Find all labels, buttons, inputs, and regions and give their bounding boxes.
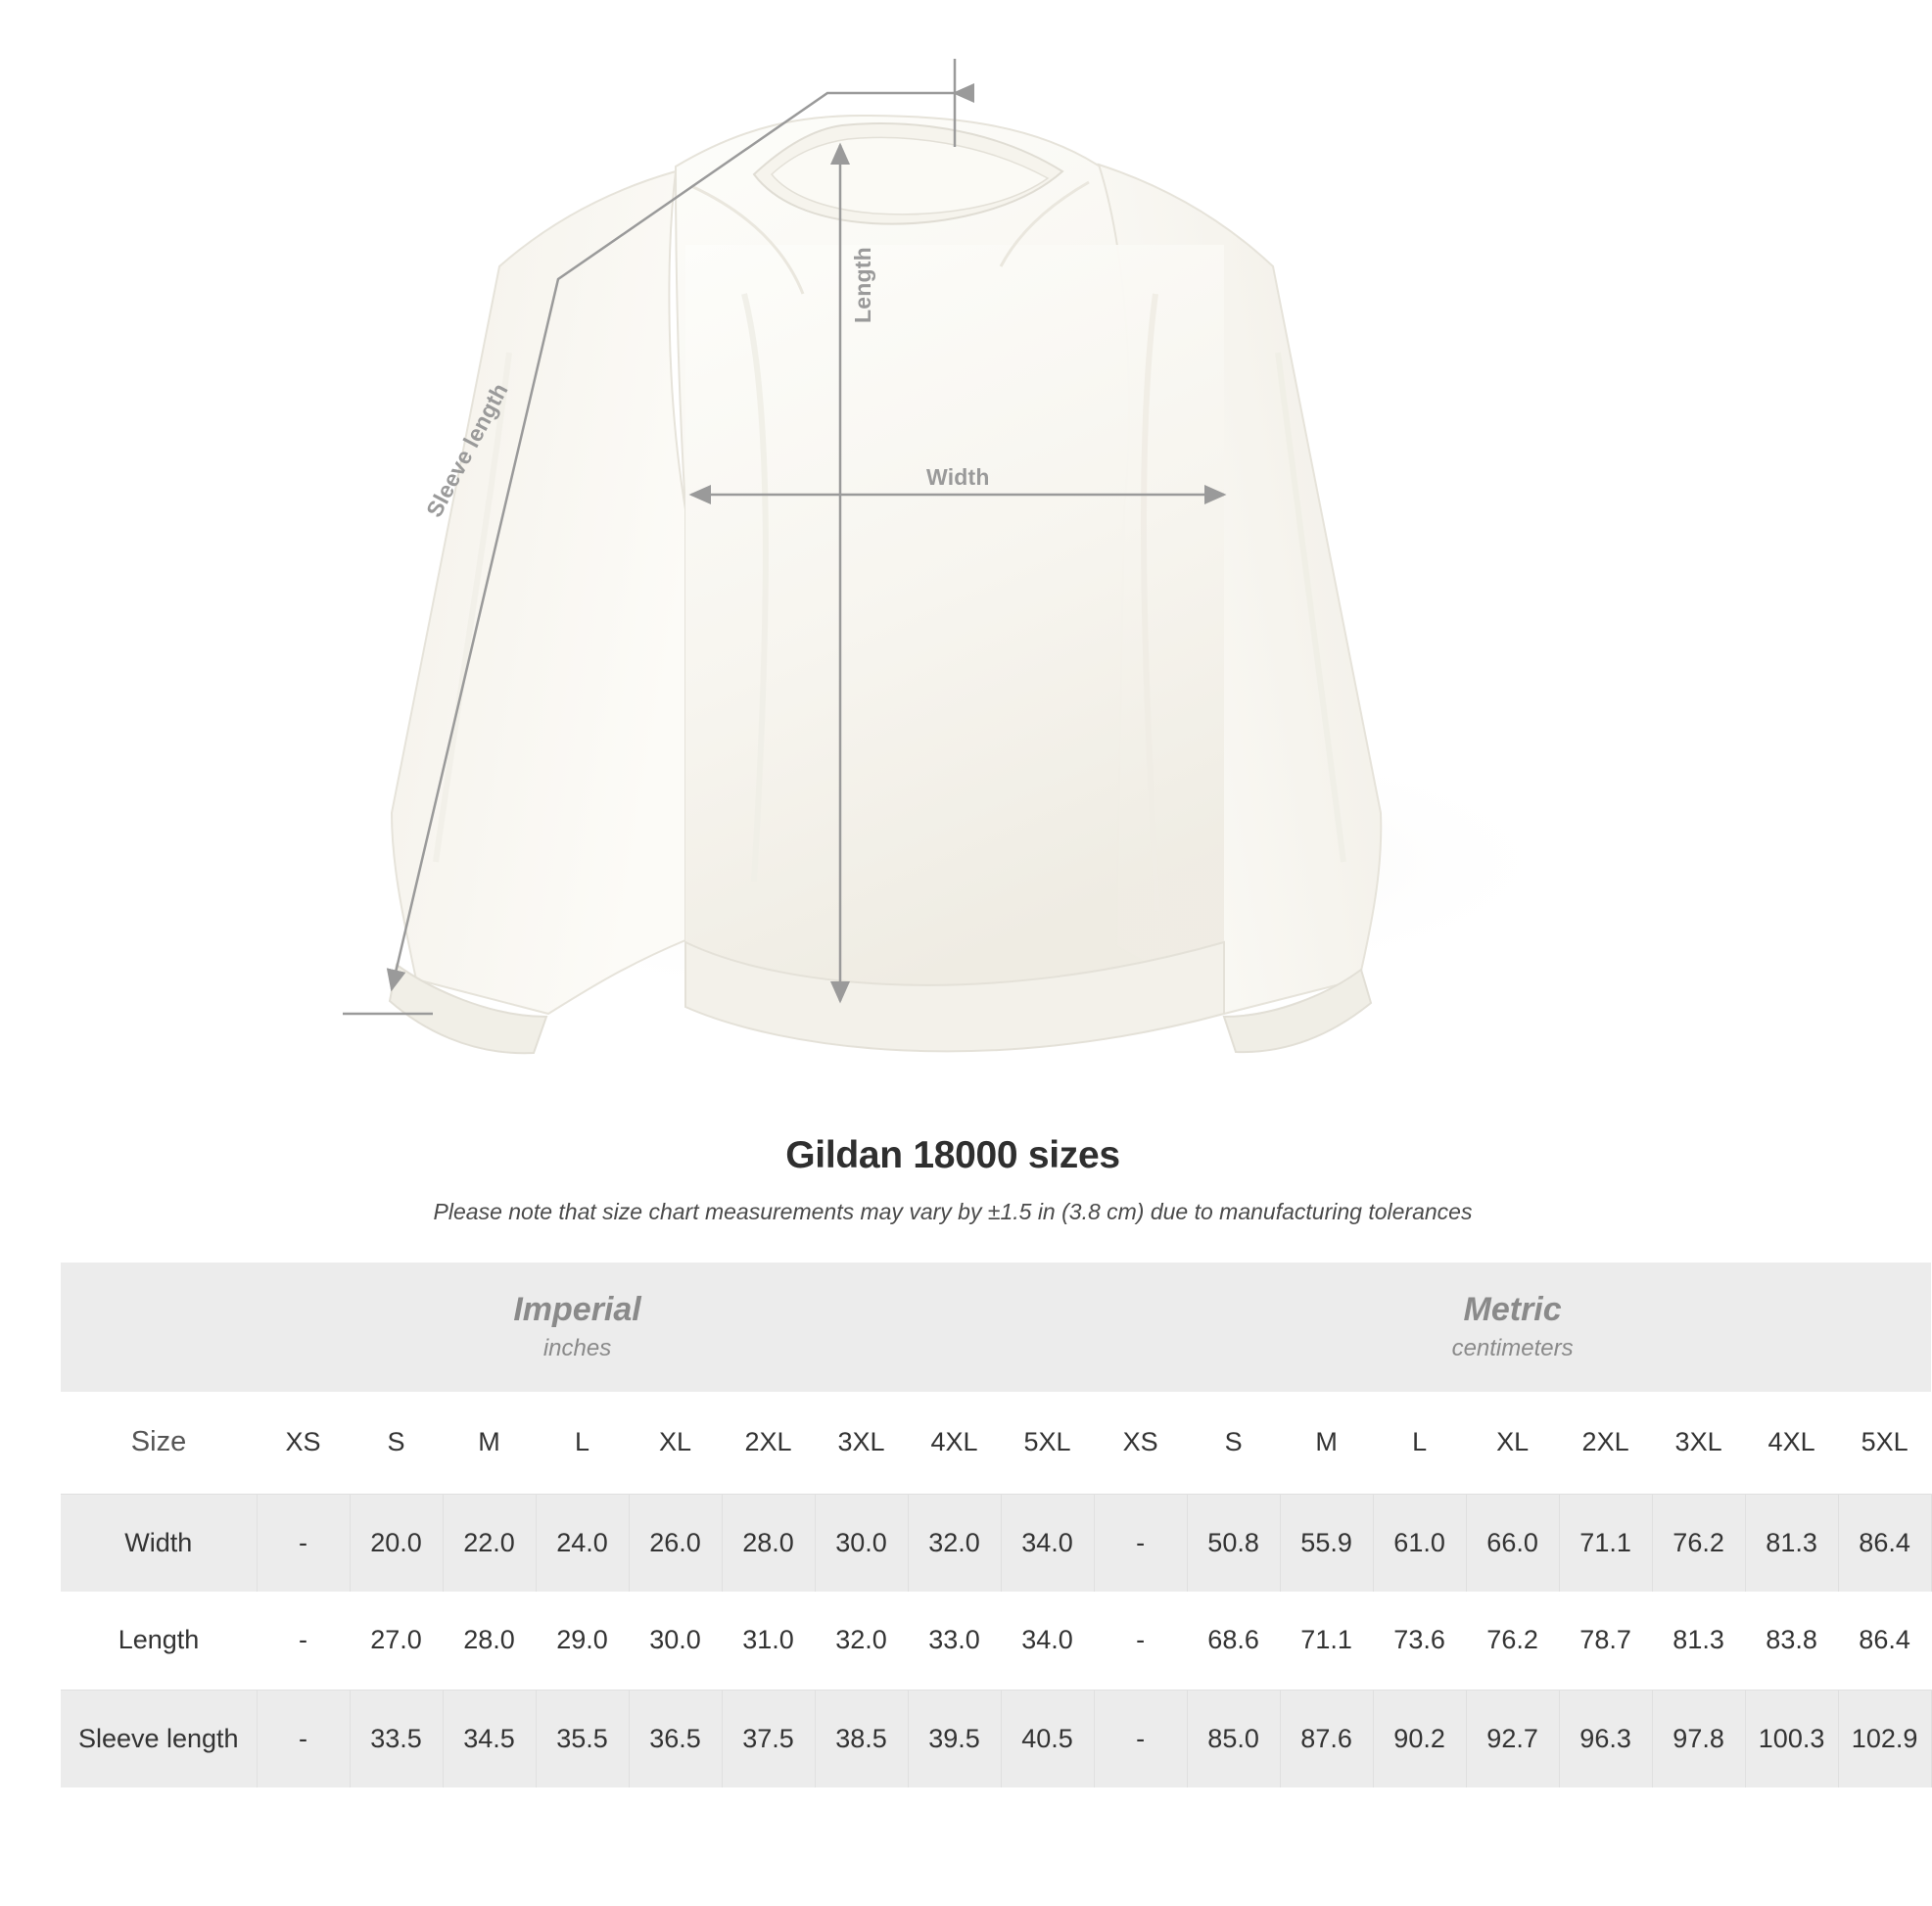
cell-sleeve-met-xs: - <box>1094 1690 1187 1787</box>
cell-width-imp-l: 24.0 <box>536 1494 629 1592</box>
cell-width-imp-xs: - <box>257 1494 350 1592</box>
cell-sleeve-imp-5xl: 40.5 <box>1001 1690 1094 1787</box>
header-metric-s: S <box>1187 1392 1280 1494</box>
header-metric-2xl: 2XL <box>1559 1392 1652 1494</box>
page-title: Gildan 18000 sizes <box>785 1134 1120 1176</box>
cell-sleeve-imp-xl: 36.5 <box>629 1690 722 1787</box>
cell-length-met-xs: - <box>1094 1592 1187 1690</box>
header-metric-xs: XS <box>1094 1392 1187 1494</box>
cell-length-imp-l: 29.0 <box>536 1592 629 1690</box>
header-imperial-3xl: 3XL <box>815 1392 908 1494</box>
metric-unit-cell <box>1094 1263 1931 1392</box>
header-imperial-4xl: 4XL <box>908 1392 1001 1494</box>
metric-unit-sub: centimeters <box>1451 1334 1574 1361</box>
width-dimension-label: Width <box>926 464 990 490</box>
cell-length-met-3xl: 81.3 <box>1652 1592 1745 1690</box>
cell-length-met-4xl: 83.8 <box>1745 1592 1838 1690</box>
header-imperial-l: L <box>536 1392 629 1494</box>
cell-sleeve-met-5xl: 102.9 <box>1838 1690 1931 1787</box>
cell-width-met-m: 55.9 <box>1280 1494 1373 1592</box>
row-label-length: Length <box>61 1592 257 1690</box>
cell-sleeve-imp-4xl: 39.5 <box>908 1690 1001 1787</box>
cell-width-met-l: 61.0 <box>1373 1494 1466 1592</box>
imperial-unit-cell <box>61 1263 1094 1392</box>
cell-length-met-5xl: 86.4 <box>1838 1592 1931 1690</box>
cell-length-imp-xl: 30.0 <box>629 1592 722 1690</box>
cell-sleeve-imp-xs: - <box>257 1690 350 1787</box>
cell-sleeve-met-2xl: 96.3 <box>1559 1690 1652 1787</box>
cell-width-met-xs: - <box>1094 1494 1187 1592</box>
cell-width-imp-xl: 26.0 <box>629 1494 722 1592</box>
cell-width-met-s: 50.8 <box>1187 1494 1280 1592</box>
cell-sleeve-met-l: 90.2 <box>1373 1690 1466 1787</box>
table-row <box>61 1690 1931 1787</box>
table-row <box>61 1592 1931 1690</box>
cell-width-met-2xl: 71.1 <box>1559 1494 1652 1592</box>
sleeve-length-dimension-label: Sleeve length <box>421 378 513 522</box>
header-imperial-2xl: 2XL <box>722 1392 815 1494</box>
cell-width-imp-m: 22.0 <box>443 1494 536 1592</box>
header-imperial-xs: XS <box>257 1392 350 1494</box>
row-label-width: Width <box>61 1494 257 1592</box>
header-imperial-5xl: 5XL <box>1001 1392 1094 1494</box>
cell-length-imp-3xl: 32.0 <box>815 1592 908 1690</box>
imperial-unit-name: Imperial <box>513 1291 641 1329</box>
cell-length-met-xl: 76.2 <box>1466 1592 1559 1690</box>
cell-length-met-m: 71.1 <box>1280 1592 1373 1690</box>
cell-length-imp-2xl: 31.0 <box>722 1592 815 1690</box>
cell-sleeve-met-m: 87.6 <box>1280 1690 1373 1787</box>
header-imperial-m: M <box>443 1392 536 1494</box>
header-metric-4xl: 4XL <box>1745 1392 1838 1494</box>
cell-sleeve-imp-l: 35.5 <box>536 1690 629 1787</box>
cell-length-met-l: 73.6 <box>1373 1592 1466 1690</box>
size-header-label: Size <box>61 1392 257 1494</box>
cell-sleeve-met-xl: 92.7 <box>1466 1690 1559 1787</box>
size-header-row <box>61 1392 1931 1494</box>
cell-width-met-4xl: 81.3 <box>1745 1494 1838 1592</box>
cell-width-imp-2xl: 28.0 <box>722 1494 815 1592</box>
cell-width-imp-4xl: 32.0 <box>908 1494 1001 1592</box>
header-metric-xl: XL <box>1466 1392 1559 1494</box>
header-imperial-s: S <box>350 1392 443 1494</box>
cell-sleeve-imp-2xl: 37.5 <box>722 1690 815 1787</box>
cell-length-met-s: 68.6 <box>1187 1592 1280 1690</box>
row-label-sleeve-length: Sleeve length <box>61 1690 257 1787</box>
cell-width-met-3xl: 76.2 <box>1652 1494 1745 1592</box>
unit-header-row <box>61 1263 1931 1392</box>
title-block <box>0 1134 1906 1225</box>
cell-length-imp-5xl: 34.0 <box>1001 1592 1094 1690</box>
cell-sleeve-met-4xl: 100.3 <box>1745 1690 1838 1787</box>
cell-width-imp-s: 20.0 <box>350 1494 443 1592</box>
header-metric-5xl: 5XL <box>1838 1392 1931 1494</box>
size-chart-table-wrapper <box>61 1263 1918 1787</box>
cell-width-imp-3xl: 30.0 <box>815 1494 908 1592</box>
table-row <box>61 1494 1931 1592</box>
cell-sleeve-imp-m: 34.5 <box>443 1690 536 1787</box>
cell-length-imp-s: 27.0 <box>350 1592 443 1690</box>
tolerance-note: Please note that size chart measurements may vary by ±1.5 in (3.8 cm) due to manufacturing tolerances <box>433 1199 1473 1224</box>
cell-sleeve-met-3xl: 97.8 <box>1652 1690 1745 1787</box>
header-metric-m: M <box>1280 1392 1373 1494</box>
length-dimension-label: Length <box>850 247 875 323</box>
header-metric-3xl: 3XL <box>1652 1392 1745 1494</box>
cell-length-met-2xl: 78.7 <box>1559 1592 1652 1690</box>
header-metric-l: L <box>1373 1392 1466 1494</box>
cell-sleeve-met-s: 85.0 <box>1187 1690 1280 1787</box>
cell-width-met-5xl: 86.4 <box>1838 1494 1931 1592</box>
cell-length-imp-m: 28.0 <box>443 1592 536 1690</box>
cell-sleeve-imp-3xl: 38.5 <box>815 1690 908 1787</box>
cell-width-met-xl: 66.0 <box>1466 1494 1559 1592</box>
cell-width-imp-5xl: 34.0 <box>1001 1494 1094 1592</box>
cell-sleeve-imp-s: 33.5 <box>350 1690 443 1787</box>
cell-length-imp-xs: - <box>257 1592 350 1690</box>
metric-unit-name: Metric <box>1463 1291 1562 1329</box>
size-chart-table <box>61 1263 1932 1787</box>
header-imperial-xl: XL <box>629 1392 722 1494</box>
cell-length-imp-4xl: 33.0 <box>908 1592 1001 1690</box>
imperial-unit-sub: inches <box>542 1334 612 1361</box>
